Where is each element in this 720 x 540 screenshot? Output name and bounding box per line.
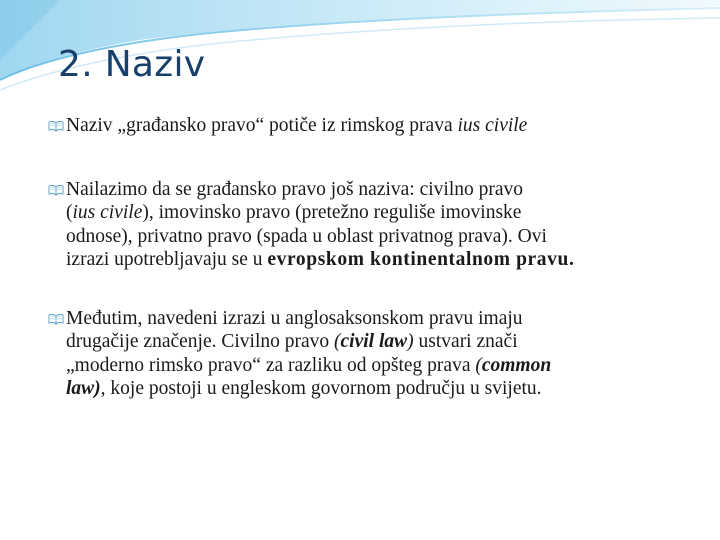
text-run: izrazi upotrebljavaju se u bbox=[66, 249, 268, 270]
open-book-icon bbox=[48, 118, 64, 134]
text-run: ( bbox=[334, 331, 341, 352]
text-run: odnose), privatno pravo (spada u oblast privatnog prava). Ovi bbox=[66, 225, 547, 247]
text-run: evropskom kontinentalnom pravu. bbox=[267, 249, 575, 270]
text-run: Naziv „građansko pravo“ potiče iz rimskog prava bbox=[66, 115, 458, 136]
bullet-line bbox=[66, 330, 698, 354]
text-run: drugačije značenje. Civilno pravo bbox=[66, 331, 335, 352]
text-run: ) bbox=[407, 331, 414, 352]
open-book-icon bbox=[48, 311, 64, 327]
text-run: civil law bbox=[340, 331, 408, 352]
bullet-line bbox=[66, 178, 698, 202]
open-book-icon bbox=[48, 182, 64, 198]
text-run: Nailazimo da se građansko pravo još naziva: civilno pravo bbox=[66, 178, 524, 200]
text-run: common bbox=[481, 354, 552, 376]
bullet-line bbox=[66, 307, 698, 331]
text-run: Međutim, navedeni izrazi u anglosaksonskom pravu imaju bbox=[66, 307, 523, 329]
bullet-item bbox=[48, 178, 698, 272]
text-run: ( bbox=[475, 354, 482, 376]
text-run: ustvari znači bbox=[413, 331, 518, 352]
text-run: ), imovinsko pravo (pretežno reguliše imovinske bbox=[142, 202, 522, 223]
slide-title: 2. Naziv bbox=[58, 44, 206, 85]
text-run: , bbox=[100, 378, 106, 399]
bullet-line bbox=[66, 354, 698, 378]
bullet-line bbox=[66, 201, 698, 225]
text-run: ius civile bbox=[72, 202, 143, 223]
bullet-line bbox=[66, 225, 698, 249]
bullet-list bbox=[48, 114, 698, 401]
bullet-line bbox=[66, 114, 698, 138]
bullet-item bbox=[48, 114, 698, 138]
text-run: „moderno rimsko pravo“ za razliku od opšteg prava bbox=[66, 354, 476, 376]
bullet-line bbox=[66, 377, 698, 401]
text-run: ius civile bbox=[457, 115, 528, 136]
text-run: ( bbox=[66, 202, 73, 223]
text-run: law) bbox=[66, 378, 101, 399]
text-run: koje postoji u engleskom govornom području u svijetu. bbox=[105, 378, 542, 399]
bullet-line bbox=[66, 248, 698, 272]
bullet-item bbox=[48, 307, 698, 401]
